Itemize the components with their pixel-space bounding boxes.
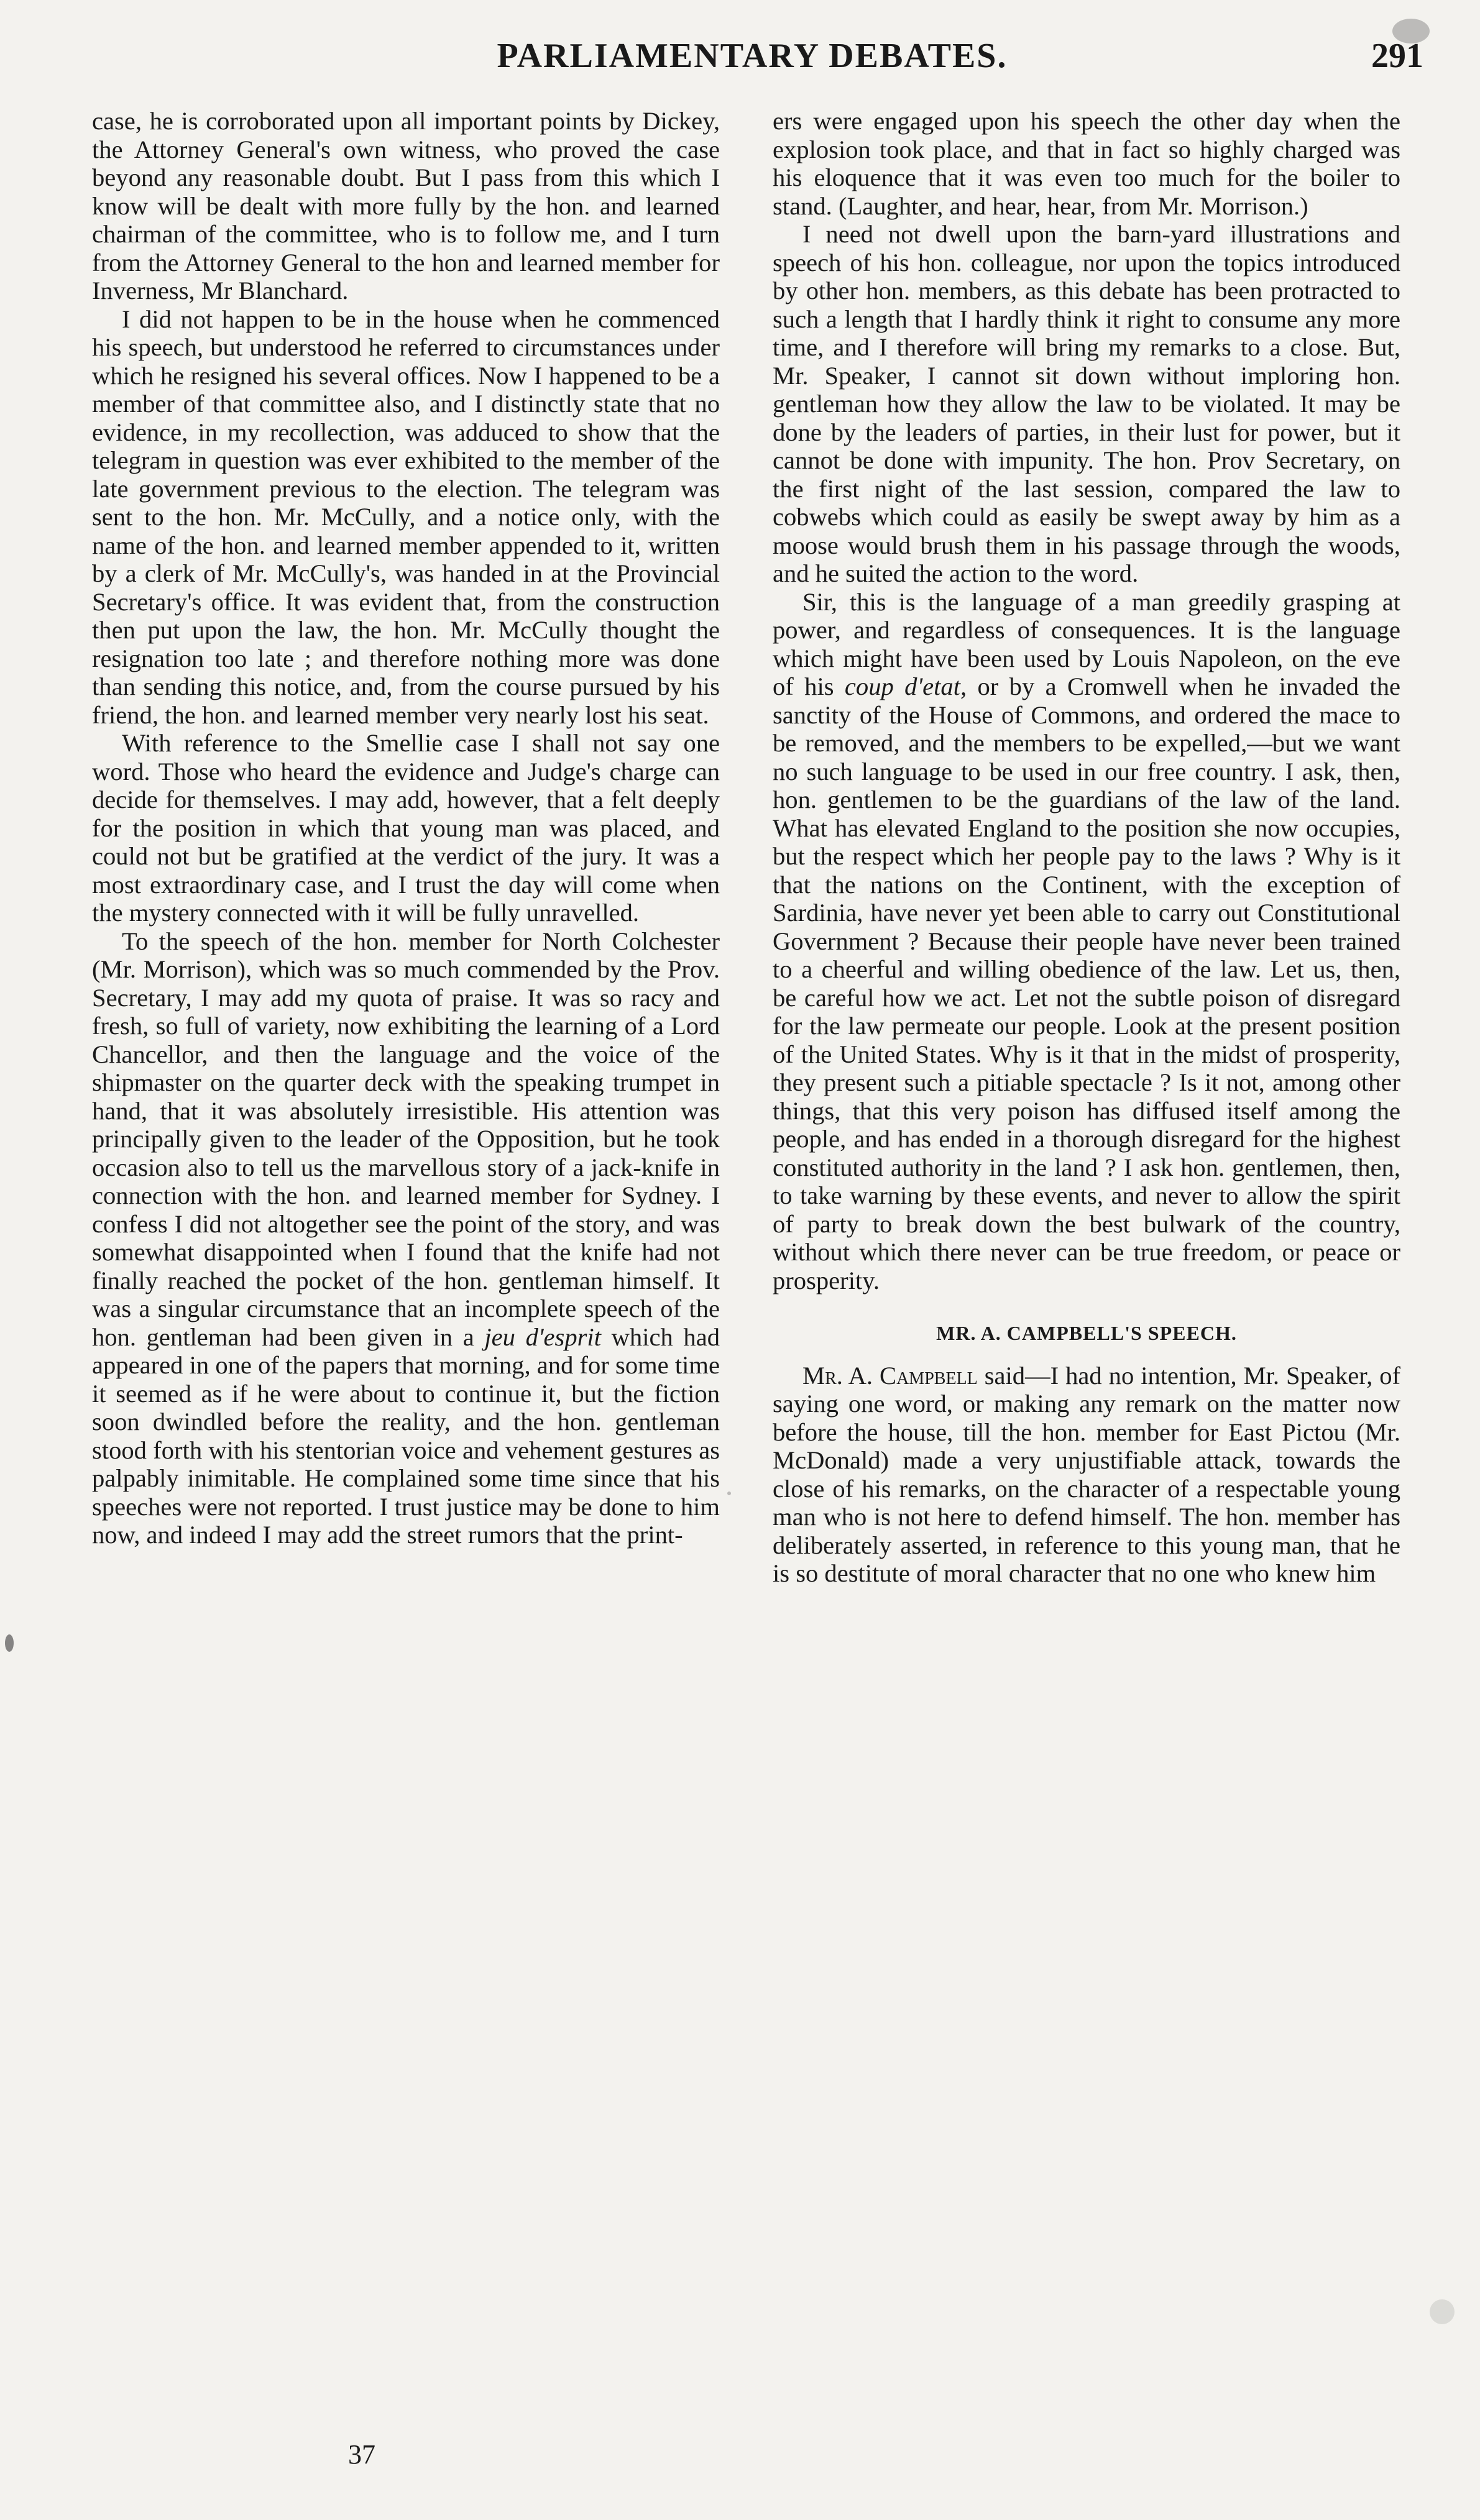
paragraph: [773, 588, 1400, 1295]
section-heading: MR. A. CAMPBELL'S SPEECH.: [936, 1322, 1237, 1344]
italic-phrase: jeu d'esprit: [484, 1322, 601, 1351]
left-column: [92, 107, 720, 2419]
paragraph-text: which had appeared in one of the papers that morning, and for some time it seemed as if he were about to continue it, but the fiction soon dwindled before the reality, and the hon. gentleman stood forth with his stentorian voice and vehement gestures as palpably inimitable. He complained some time since that his speeches were not reported. I trust justice may be done to him now, and indeed I may add the street rumors that the print-: [92, 1322, 720, 1549]
page-title: PARLIAMENTARY DEBATES.: [497, 37, 1008, 75]
paragraph: [773, 1362, 1400, 1588]
speaker-name: Mr. A. Campbell: [802, 1361, 978, 1390]
paragraph-text: or by a Cromwell when he invaded the sanctity of the House of Commons, and ordered the mace to be removed, and the members to be expelled,—but we want no such language to be used in our free country. I ask, then, hon. gentlemen to be the guardians of the law of the land. What has elevated England to the position she now occupies, but the respect which her people pay to the laws ? Why is it that the nations on the Continent, with the exception of Sardinia, have never yet been able to carry out Constitutional Government ? Because their people have never been trained to a cheerful and willing obedience of the law. Let us, then, be careful how we act. Let not the subtle poison of disregard for the law permeate our people. Look at the present position of the United States. Why is it that in the midst of prosperity, they present such a pitiable spectacle ? Is it not, among other things, that this very poison has diffused itself among the people, and has ended in a thorough disregard for the highest constituted authority in the land ? I ask hon. gentlemen, then, to take warning by these events, and never to allow the spirit of party to break down the best bulwark of the country, without which there never can be true freedom, or peace or prosperity.: [773, 672, 1400, 1294]
right-column: [773, 107, 1400, 2381]
paragraph: case, he is corroborated upon all important points by Dickey, the Attorney General's own witness, who proved the case beyond any reasonable doubt. But I pass from this which I know will be dealt with more fully by the hon. and learned chairman of the committee, who is to follow me, and I turn from the Attorney General to the hon and learned member for Inverness, Mr Blanchard.: [92, 107, 720, 305]
signature-mark: 37: [348, 2439, 375, 2470]
page-number: 291: [1371, 37, 1423, 75]
paragraph: ers were engaged upon his speech the other day when the explosion took place, and that in fact so highly charged was his eloquence that it was even too much for the boiler to stand. (Laughter, and hear, hear, from Mr. Morrison.): [773, 107, 1400, 220]
print-speck: [5, 1634, 14, 1652]
italic-phrase: coup d'etat,: [844, 672, 967, 700]
print-speck: [1392, 19, 1430, 44]
paragraph: I need not dwell upon the barn-yard illustrations and speech of his hon. colleague, nor upon the topics introduced by other hon. members, as this debate has been protracted to such a length that I hardly think it right to consume any more time, and I therefore will bring my remarks to a close. But, Mr. Speaker, I cannot sit down without imploring hon. gentleman how they allow the law to be violated. It may be done by the leaders of parties, in their lust for power, but it cannot be done with impunity. The hon. Prov Secretary, on the first night of the last session, compared the law to cobwebs which could as easily be swept away by him as a moose would brush them in his passage through the woods, and he suited the action to the word.: [773, 220, 1400, 587]
print-speck: [1430, 2299, 1455, 2324]
paragraph: With reference to the Smellie case I shall not say one word. Those who heard the evidence and Judge's charge can decide for themselves. I may add, however, that a felt deeply for the position in which that young man was placed, and could not but be gratified at the verdict of the jury. It was a most extraordinary case, and I trust the day will come when the mystery connected with it will be fully unravelled.: [92, 729, 720, 927]
paragraph-text: To the speech of the hon. member for North Colchester (Mr. Morrison), which was so much commended by the Prov. Secretary, I may add my quota of praise. It was so racy and fresh, so full of variety, now exhibiting the learning of a Lord Chancellor, and then the language and the voice of the shipmaster on the quarter deck with the speaking trumpet in hand, that it was absolutely irresistible. His attention was principally given to the leader of the Opposition, but he took occasion also to tell us the marvellous story of a jack-knife in connection with the hon. and learned member for Sydney. I confess I did not altogether see the point of the story, and was somewhat disappointed when I found that the knife had not finally reached the pocket of the hon. gentleman himself. It was a singular circumstance that an incomplete speech of the hon. gentleman had been given in a: [92, 927, 720, 1351]
running-head: [81, 36, 1423, 92]
paragraph-text: Sir, this is the language of a man greedily grasping at power, and regardless of consequences. It is the language which might have been used by Louis Napoleon, on the eve of his: [773, 587, 1400, 700]
paragraph-text: said—I had no intention, Mr. Speaker, of saying one word, or making any remark on the matter now before the house, till the hon. member for East Pictou (Mr. McDonald) made a very unjustifiable attack, towards the close of his remarks, on the character of a respectable young man who is not here to defend himself. The hon. member has deliberately asserted, in reference to this young man, that he is so destitute of moral character that no one who knew him: [773, 1361, 1400, 1587]
print-speck: [727, 1491, 731, 1495]
paragraph: [92, 927, 720, 1549]
paragraph: I did not happen to be in the house when he commenced his speech, but understood he referred to circumstances under which he resigned his several offices. Now I happened to be a member of that committee also, and I distinctly state that no evidence, in my recollection, was adduced to show that the telegram in question was ever exhibited to the member of the late government previous to the election. The telegram was sent to the hon. Mr. McCully, and a notice only, with the name of the hon. and learned member appended to it, written by a clerk of Mr. McCully's, was handed in at the Provincial Secretary's office. It was evident that, from the construction then put upon the law, the hon. Mr. McCully thought the resignation too late ; and therefore nothing more was done than sending this notice, and, from the course pursued by his friend, the hon. and learned member very nearly lost his seat.: [92, 305, 720, 729]
